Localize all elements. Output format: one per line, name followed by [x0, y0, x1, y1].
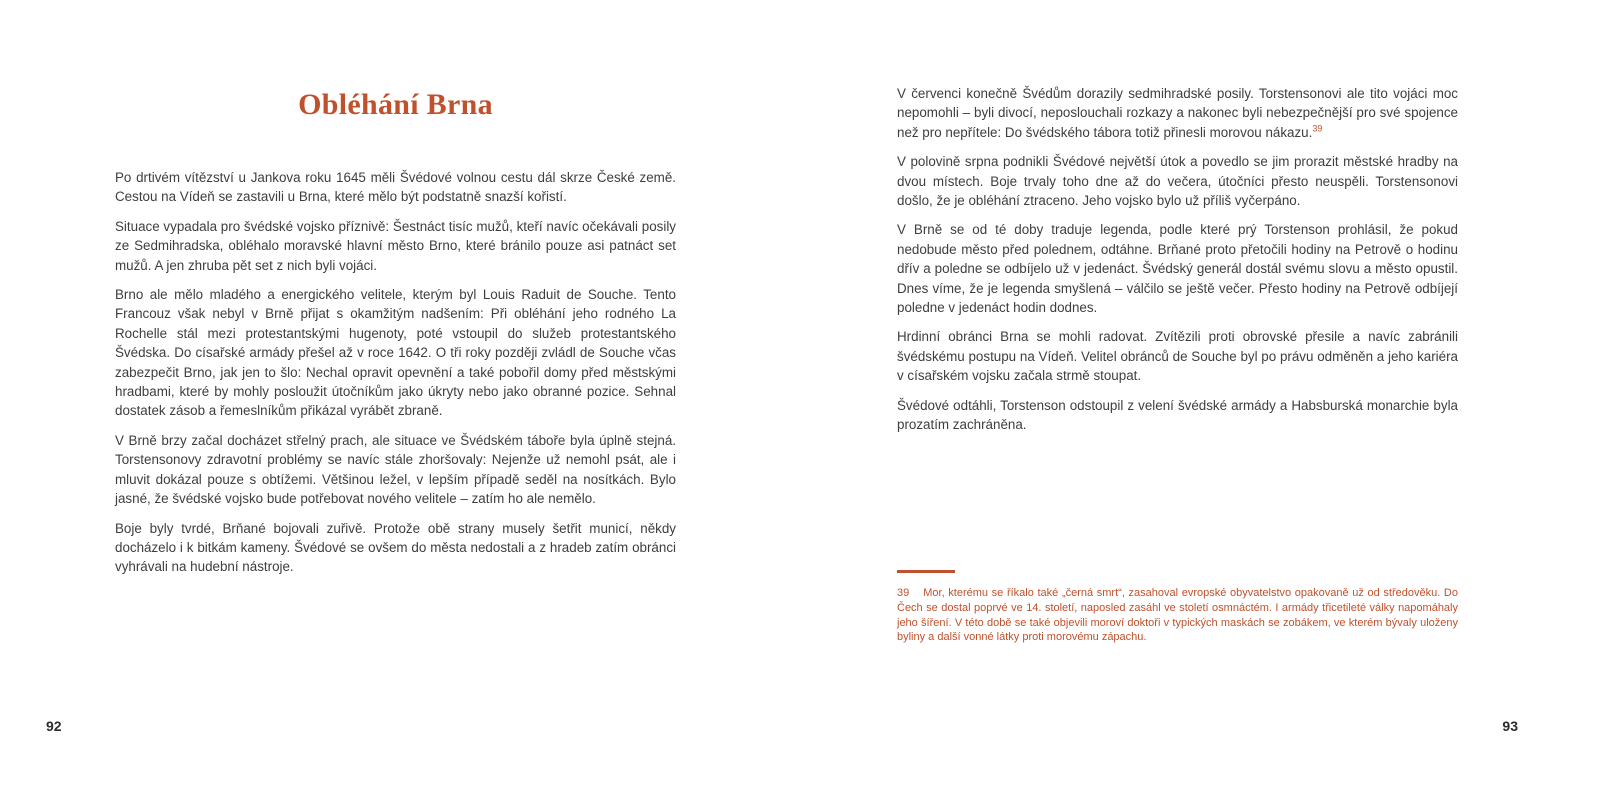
footnote-section — [897, 570, 1458, 645]
paragraph: V Brně se od té doby traduje legenda, podle které prý Torstenson prohlásil, že pokud nedobude město před polednem, odtáhne. Brňané proto přetočili hodiny na Petrově o hodinu dřív a poledne se odbíjelo už v jedenáct. Švédský generál dostál svému slovu a město opustil. Dnes víme, že je legenda smyšlená – válčilo se ještě večer. Přesto hodiny na Petrově odbíjejí poledne v jedenáct hodin dodnes. — [897, 222, 1458, 316]
footnote-reference: 39 — [1312, 123, 1323, 134]
paragraph: V Brně brzy začal docházet střelný prach, ale situace ve Švédském táboře byla úplně stejná. Torstensonovy zdravotní problémy se navíc stále zhoršovaly: Nejenže už nemohl psát, ale i mluvit dokázal pouze s obtížemi. Většinou ležel, v lepším případě seděl na nosítkách. Bylo jasné, že švédské vojsko bude potřebovat nového velitele – zatím ho ale nemělo. — [115, 432, 676, 507]
paragraph: V polovině srpna podnikli Švédové největší útok a povedlo se jim prorazit městské hradby na dvou místech. Boje trvaly toho dne až do večera, útočníci přesto neuspěli. Torstensonovi došlo, že je obléhání ztraceno. Jeho vojsko bylo už příliš vyčerpáno. — [897, 154, 1458, 209]
paragraph: Brno ale mělo mladého a energického velitele, kterým byl Louis Raduit de Souche. Tento Francouz však nebyl v Brně přijat s okamžitým nadšením: Při obléhání jeho rodného La Rochelle stál mezi protestantskými hugenoty, poté vstoupil do služeb protestantského Švédska. Do císařské armády přešel až v roce 1642. O tři roky později zvládl de Souche včas zabezpečit Brno, jak jen to šlo: Nechal opravit opevnění a také pobořil domy před městskými hradbami, které by mohly posloužit útočníkům jako úkryty nebo jako obranné pozice. Sehnal dostatek zásob a řemeslníkům přikázal vyrábět zbraně. — [115, 287, 676, 419]
page-right — [897, 84, 1458, 445]
footnote-text — [897, 586, 1458, 645]
paragraph: Hrdinní obránci Brna se mohli radovat. Zvítězili proti obrovské přesile a navíc zabránili švédskému postupu na Vídeň. Velitel obránců de Souche byl po právu odměněn a jeho kariéra v císařském vojsku začala strmě stoupat. — [897, 329, 1458, 384]
footnote-divider — [897, 570, 955, 573]
page-number-left: 92 — [46, 718, 62, 734]
page-number-right: 93 — [1502, 718, 1518, 734]
paragraph — [897, 84, 1458, 142]
paragraph: Švédové odtáhli, Torstenson odstoupil z velení švédské armády a Habsburská monarchie byla prozatím zachráněna. — [897, 397, 1458, 433]
paragraph: Situace vypadala pro švédské vojsko příznivě: Šestnáct tisíc mužů, kteří navíc očekávali posily ze Sedmihradska, obléhalo moravské hlavní město Brno, které bránilo pouze asi patnáct set mužů. A jen zhruba pět set z nich byli vojáci. — [115, 218, 676, 273]
paragraph: Po drtivém vítězství u Jankova roku 1645 měli Švédové volnou cestu dál skrze České země. Cestou na Vídeň se zastavili u Brna, které mělo být podstatně snazší kořistí. — [115, 170, 676, 205]
footnote-number: 39 — [897, 587, 910, 599]
page-left — [115, 86, 676, 587]
chapter-title: Obléhání Brna — [298, 88, 493, 121]
paragraph: Boje byly tvrdé, Brňané bojovali zuřivě. Protože obě strany musely šetřit municí, někdy docházelo i k bitkám kameny. Švédové se ovšem do města nedostali a z hradeb zatím obránci vyhrávali na hudební nástroje. — [115, 520, 676, 575]
footnote-body: Mor, kterému se říkalo také „černá smrt“, zasahoval evropské obyvatelstvo opakovaně už od středověku. Do Čech se dostal poprvé ve 14. století, naposled zasáhl ve století osmnáctém. I armády třicetileté války napomáhaly jeho šíření. V této době se také objevili moroví doktoři v typických maskách se zobákem, ve kterém bývaly uloženy byliny a další vonné látky proti morovému zápachu. — [897, 587, 1458, 644]
paragraph-text: V červenci konečně Švédům dorazily sedmihradské posily. Torstensonovi ale tito vojáci moc nepomohli – byli divocí, neposlouchali rozkazy a nakonec byli nebezpečnější pro své spojence než pro nepřítele: Do švédského tábora totiž přinesli morovou nákazu. — [897, 86, 1458, 140]
